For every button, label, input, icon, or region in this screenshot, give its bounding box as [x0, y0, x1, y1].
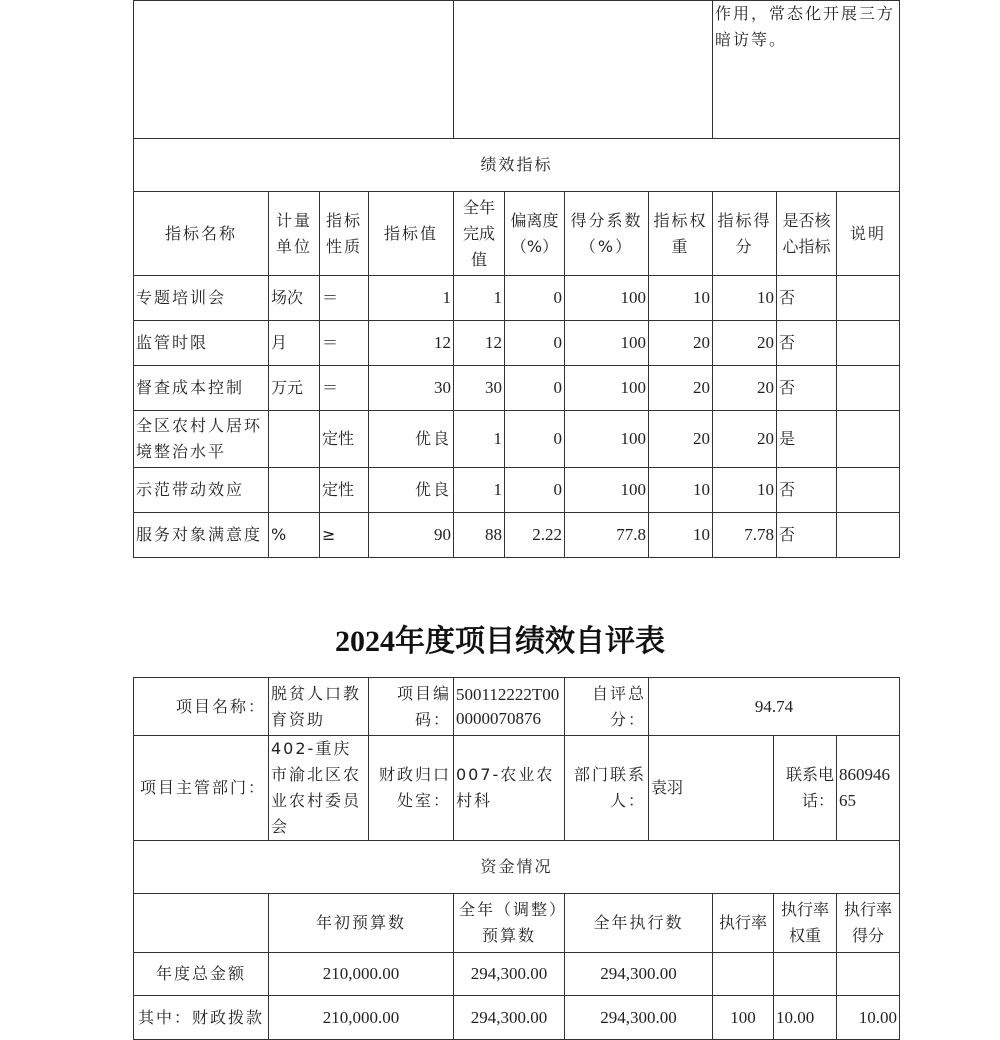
table-row	[134, 321, 900, 366]
project-evaluation-table	[133, 677, 900, 1040]
indicator-name: 监管时限	[134, 321, 269, 366]
indicator-done: 30	[454, 366, 505, 411]
indicator-weight: 20	[649, 321, 713, 366]
table-row	[134, 411, 900, 468]
funds-row-label: 其中：财政拨款	[134, 996, 269, 1040]
funds-score: 10.00	[837, 996, 900, 1040]
indicator-name: 督查成本控制	[134, 366, 269, 411]
project-name-label: 项目名称：	[134, 678, 269, 736]
funds-header-row	[134, 894, 900, 953]
indicator-unit	[269, 411, 320, 468]
project-info-row	[134, 678, 900, 736]
indicator-name: 示范带动效应	[134, 468, 269, 513]
header-coefficient: 得分系数（%）	[565, 192, 649, 276]
indicator-nature: 定性	[320, 468, 369, 513]
indicator-value: 优良	[369, 411, 454, 468]
indicator-value: 30	[369, 366, 454, 411]
indicator-unit: 场次	[269, 276, 320, 321]
indicator-core: 否	[777, 468, 837, 513]
indicator-note	[837, 468, 900, 513]
self-score: 94.74	[649, 678, 900, 736]
indicator-note	[837, 411, 900, 468]
indicator-value: 优良	[369, 468, 454, 513]
funds-rate: 100	[713, 996, 774, 1040]
page-title: 2024年度项目绩效自评表	[335, 625, 665, 658]
indicator-deviation: 0	[505, 276, 565, 321]
indicator-weight: 10	[649, 468, 713, 513]
self-score-label: 自评总分：	[565, 678, 649, 736]
indicator-core: 否	[777, 321, 837, 366]
header-deviation: 偏离度（%）	[505, 192, 565, 276]
indicator-unit: 月	[269, 321, 320, 366]
indicator-done: 12	[454, 321, 505, 366]
performance-indicator-table	[133, 0, 900, 558]
phone-label: 联系电话：	[774, 736, 837, 841]
continuation-row	[134, 1, 900, 139]
indicator-nature: 定性	[320, 411, 369, 468]
header-score: 指标得分	[713, 192, 777, 276]
table-row	[134, 513, 900, 558]
dept-info-row	[134, 736, 900, 841]
funds-section-row	[134, 841, 900, 894]
indicator-score: 20	[713, 366, 777, 411]
table-row	[134, 468, 900, 513]
indicator-deviation: 0	[505, 411, 565, 468]
blank-cell	[454, 1, 713, 139]
header-executed: 全年执行数	[565, 894, 713, 953]
indicator-value: 1	[369, 276, 454, 321]
indicator-weight: 20	[649, 366, 713, 411]
header-unit: 计量单位	[269, 192, 320, 276]
indicator-score: 20	[713, 411, 777, 468]
indicator-coefficient: 100	[565, 411, 649, 468]
indicator-name: 专题培训会	[134, 276, 269, 321]
indicator-done: 1	[454, 411, 505, 468]
indicator-unit: 万元	[269, 366, 320, 411]
indicator-note	[837, 276, 900, 321]
indicator-coefficient: 100	[565, 321, 649, 366]
indicator-score: 20	[713, 321, 777, 366]
indicator-done: 1	[454, 276, 505, 321]
header-nature: 指标性质	[320, 192, 369, 276]
indicator-nature: ＝	[320, 366, 369, 411]
contact-value: 袁羽	[649, 736, 774, 841]
header-weight: 指标权重	[649, 192, 713, 276]
header-value: 指标值	[369, 192, 454, 276]
indicator-name: 服务对象满意度	[134, 513, 269, 558]
funds-weight: 10.00	[774, 996, 837, 1040]
indicator-value: 12	[369, 321, 454, 366]
indicator-unit: %	[269, 513, 320, 558]
indicator-note	[837, 321, 900, 366]
funds-adjusted: 294,300.00	[454, 953, 565, 996]
funds-initial: 210,000.00	[269, 996, 454, 1040]
funds-weight	[774, 953, 837, 996]
indicator-done: 1	[454, 468, 505, 513]
indicator-coefficient: 100	[565, 468, 649, 513]
indicator-core: 否	[777, 276, 837, 321]
indicator-core: 是	[777, 411, 837, 468]
indicator-weight: 10	[649, 276, 713, 321]
funds-executed: 294,300.00	[565, 996, 713, 1040]
indicator-note	[837, 366, 900, 411]
table-row	[134, 996, 900, 1040]
dept-label: 项目主管部门：	[134, 736, 269, 841]
indicator-weight: 20	[649, 411, 713, 468]
indicator-coefficient: 100	[565, 276, 649, 321]
funds-executed: 294,300.00	[565, 953, 713, 996]
indicator-value: 90	[369, 513, 454, 558]
indicator-score: 10	[713, 468, 777, 513]
indicator-unit	[269, 468, 320, 513]
header-initial-budget: 年初预算数	[269, 894, 454, 953]
phone-value: 86094665	[837, 736, 900, 841]
indicator-deviation: 0	[505, 321, 565, 366]
indicator-coefficient: 100	[565, 366, 649, 411]
indicator-name: 全区农村人居环境整治水平	[134, 411, 269, 468]
dept-value: 402-重庆市渝北区农业农村委员会	[269, 736, 369, 841]
header-core: 是否核心指标	[777, 192, 837, 276]
contact-label: 部门联系人：	[565, 736, 649, 841]
funds-adjusted: 294,300.00	[454, 996, 565, 1040]
funds-score	[837, 953, 900, 996]
indicator-nature: ＝	[320, 276, 369, 321]
header-exec-weight: 执行率权重	[774, 894, 837, 953]
indicator-score: 7.78	[713, 513, 777, 558]
indicator-note	[837, 513, 900, 558]
funds-rate	[713, 953, 774, 996]
perf-section-title: 绩效指标	[134, 139, 900, 192]
indicator-core: 否	[777, 366, 837, 411]
header-exec-score: 执行率得分	[837, 894, 900, 953]
project-code-label: 项目编码：	[369, 678, 454, 736]
office-label: 财政归口处室：	[369, 736, 454, 841]
indicator-deviation: 0	[505, 468, 565, 513]
blank-cell	[134, 1, 454, 139]
funds-section-title: 资金情况	[134, 841, 900, 894]
indicator-weight: 10	[649, 513, 713, 558]
project-code: 500112222T000000070876	[454, 678, 565, 736]
perf-header-row	[134, 192, 900, 276]
funds-initial: 210,000.00	[269, 953, 454, 996]
indicator-coefficient: 77.8	[565, 513, 649, 558]
indicator-score: 10	[713, 276, 777, 321]
remark-cell: 作用，常态化开展三方暗访等。	[713, 1, 900, 139]
office-value: 007-农业农村科	[454, 736, 565, 841]
indicator-nature: ＝	[320, 321, 369, 366]
indicator-deviation: 2.22	[505, 513, 565, 558]
perf-section-row	[134, 139, 900, 192]
header-adjusted-budget: 全年（调整）预算数	[454, 894, 565, 953]
funds-row-label: 年度总金额	[134, 953, 269, 996]
indicator-core: 否	[777, 513, 837, 558]
indicator-deviation: 0	[505, 366, 565, 411]
header-indicator-name: 指标名称	[134, 192, 269, 276]
table-row	[134, 276, 900, 321]
table-row	[134, 953, 900, 996]
header-done: 全年完成值	[454, 192, 505, 276]
header-note: 说明	[837, 192, 900, 276]
blank-cell	[134, 894, 269, 953]
project-name: 脱贫人口教育资助	[269, 678, 369, 736]
indicator-done: 88	[454, 513, 505, 558]
header-exec-rate: 执行率	[713, 894, 774, 953]
indicator-nature: ≥	[320, 513, 369, 558]
table-row	[134, 366, 900, 411]
